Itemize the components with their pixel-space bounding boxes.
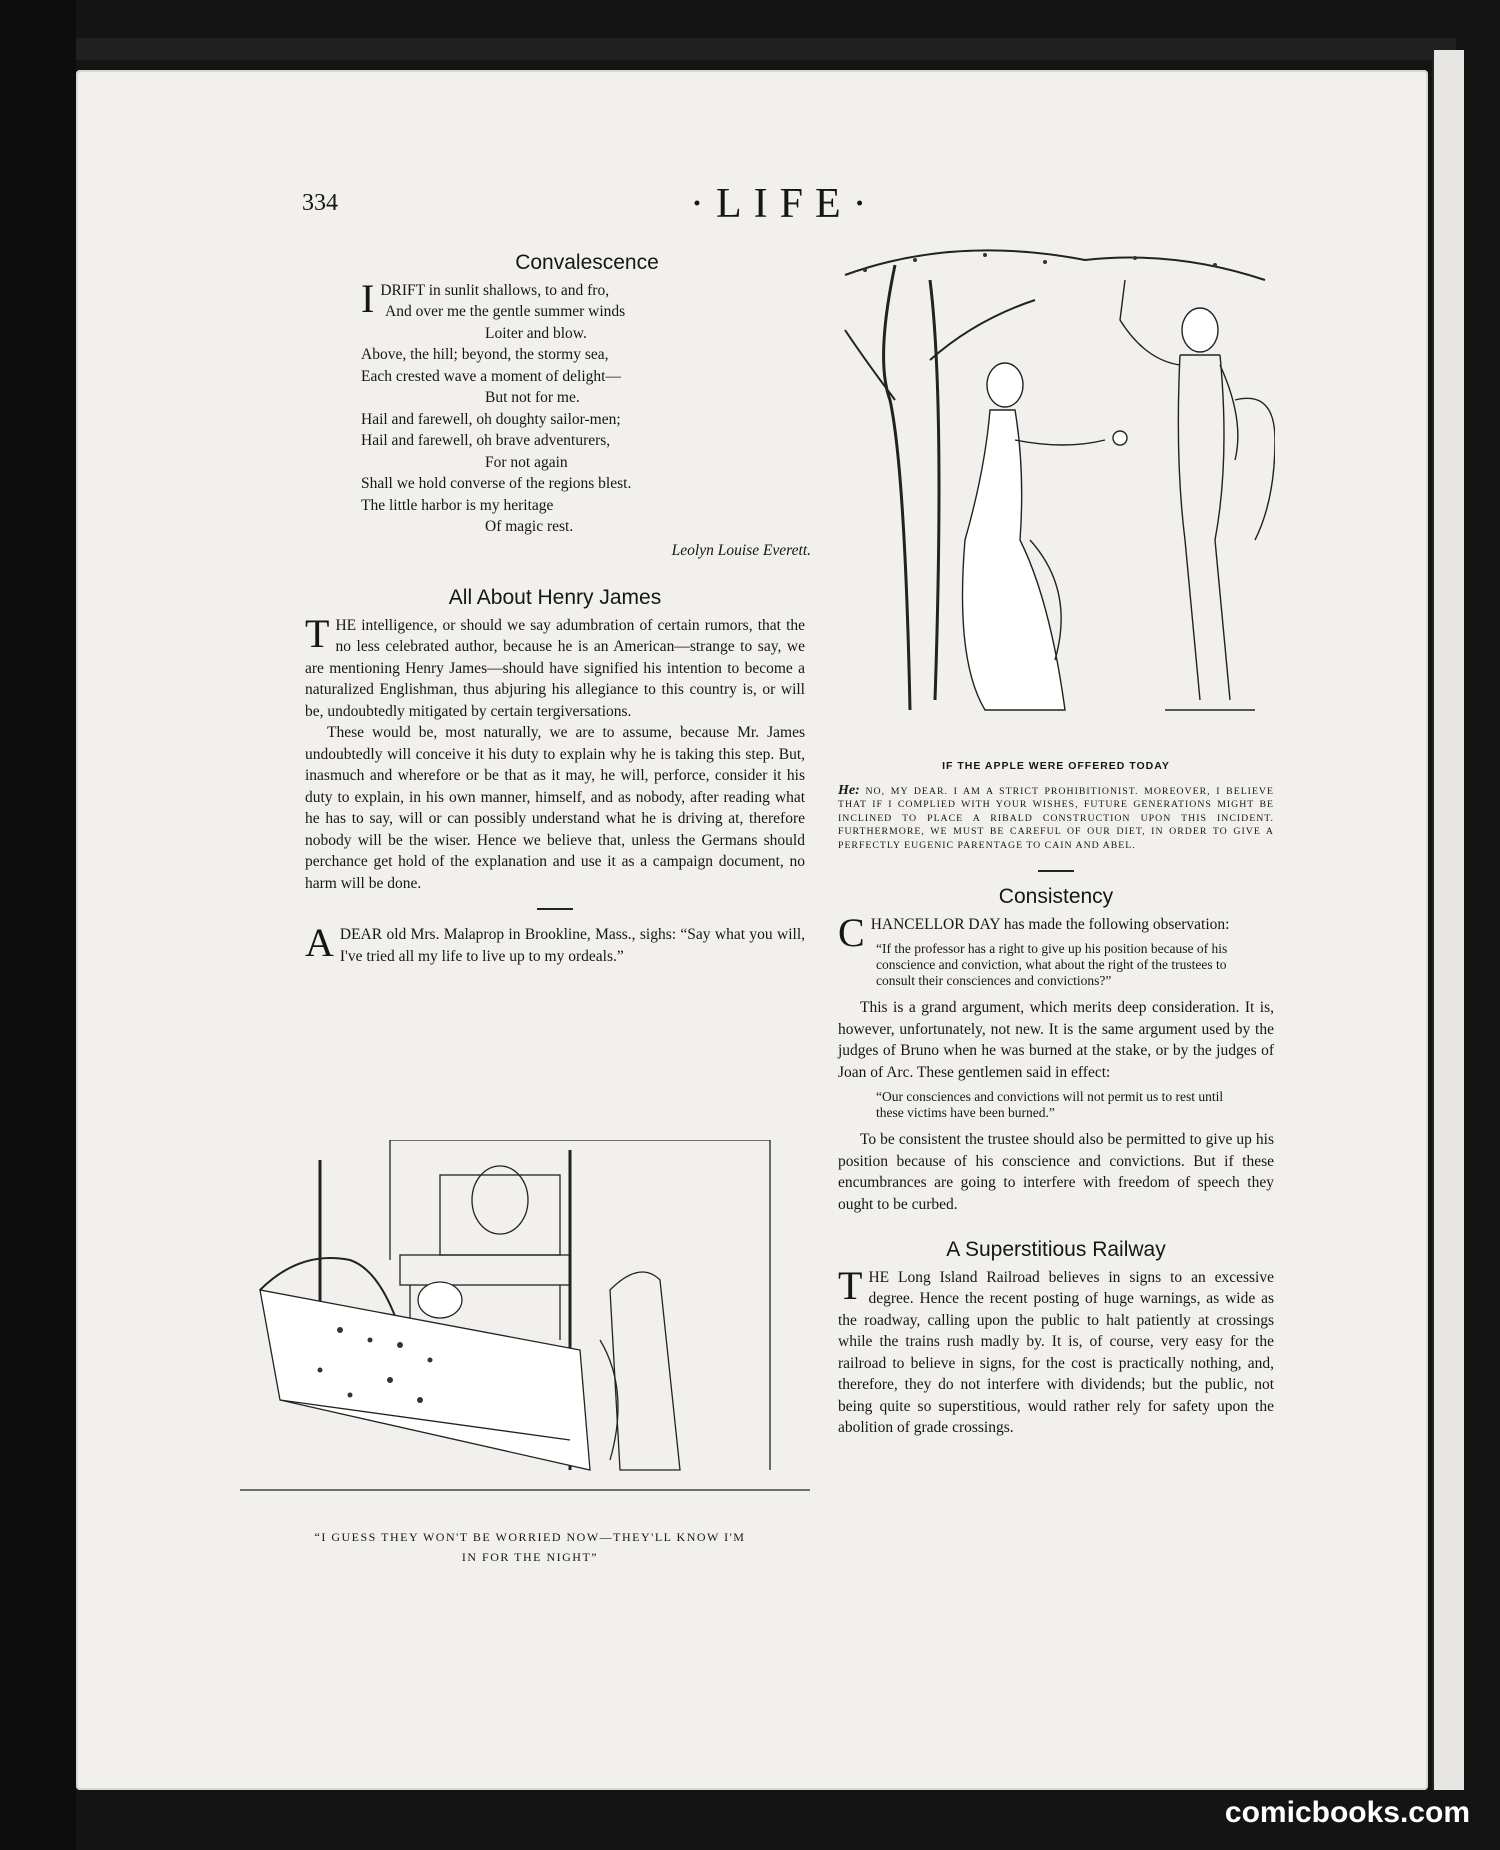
scan-border-left xyxy=(0,0,76,1850)
poem-line: Hail and farewell, oh doughty sailor-men; xyxy=(361,410,621,428)
apple-dialog xyxy=(838,784,1274,853)
speaker-label: He: xyxy=(838,782,860,798)
apple-cartoon xyxy=(835,240,1275,740)
poem-line: Loiter and blow. xyxy=(485,324,587,342)
article-title: A Superstitious Railway xyxy=(946,1238,1166,1261)
paragraph-text: HE intelligence, or should we say adumbration of certain rumors, that the no less celebrated author, because he is an American—strange to say, we are mentioning Henry James—should have signified his intention to become a naturalized Englishman, thus abjuring his allegiance to this country is, or will be, undoubtedly mitigated by certain tergiversations. xyxy=(305,616,805,720)
bedroom-caption xyxy=(260,1527,800,1567)
watermark: comicbooks.com xyxy=(1224,1796,1470,1829)
bedroom-illustration xyxy=(240,1140,810,1510)
caption-line: IN FOR THE NIGHT” xyxy=(461,1550,599,1564)
railway-article xyxy=(838,1239,1274,1439)
poem-line: Above, the hill; beyond, the stormy sea, xyxy=(361,346,609,363)
poem-line: Of magic rest. xyxy=(485,518,574,535)
scan-border-top xyxy=(76,38,1456,60)
note-text: DEAR old Mrs. Malaprop in Brookline, Mass., sighs: “Say what you will, I've tried all my life to live up to my ordeals.” xyxy=(339,926,805,965)
left-column xyxy=(305,251,811,967)
apple-illustration xyxy=(835,240,1275,740)
poem-line: The little harbor is my heritage xyxy=(361,496,554,514)
paragraph-text: HE Long Island Railroad believes in signs to an excessive degree. Hence the recent posting of huge warnings, as wide as the roadway, calling upon the public to halt patiently at crossings while the trains rush madly by. It is, of course, very easy for the railroad to believe in signs, for the cost is practically nothing, and, therefore, they do not interfere with dividends; but the public, not being quite so superstitious, would rather rely for safety upon the abolition of grade crossings. xyxy=(838,1268,1274,1436)
drop-cap: C xyxy=(838,909,865,955)
poem-title: Convalescence xyxy=(515,251,659,274)
page-header xyxy=(0,182,1500,232)
masthead: ·LIFE· xyxy=(690,181,879,227)
paragraph-text: HANCELLOR DAY has made the following observation: xyxy=(870,915,1230,933)
block-quote: “If the professor has a right to give up his position because of his conscience and conviction, what about the right of the trustees to consult their consciences and convictions?” xyxy=(876,941,1228,988)
poem-line: And over me the gentle summer winds xyxy=(385,303,626,320)
divider xyxy=(537,908,573,910)
poem-body xyxy=(361,275,817,562)
page-number: 334 xyxy=(302,190,338,216)
dialog-text: NO, MY DEAR. I AM A STRICT PROHIBITIONIST. MOREOVER, I BELIEVE THAT IF I COMPLIED WITH YOUR WISHES, FUTURE GENERATIONS MIGHT BE INCLINED TO PLACE A RIBALD CONSTRUCTION UPON THIS INCIDENT. FURTHERMORE, WE MUST BE CAREFUL OF OUR DIET, IN ORDER TO GIVE A PERFECTLY EUGENIC PARENTAGE TO CAIN AND ABEL. xyxy=(838,785,1274,851)
poem-line: But not for me. xyxy=(485,389,580,406)
poem-author: Leolyn Louise Everett. xyxy=(671,541,811,559)
apple-caption-title: IF THE APPLE WERE OFFERED TODAY xyxy=(942,760,1170,772)
drop-cap: T xyxy=(305,610,330,656)
right-column xyxy=(838,756,1274,1439)
poem-line: DRIFT in sunlit shallows, to and fro, xyxy=(380,281,610,299)
consistency-article xyxy=(838,886,1274,1215)
article-paragraph xyxy=(305,610,805,723)
article-title: All About Henry James xyxy=(448,586,662,609)
drop-cap: A xyxy=(305,920,334,965)
adjacent-page-edge xyxy=(1432,50,1464,1790)
article-title: Consistency xyxy=(998,885,1114,908)
poem-line: Shall we hold converse of the regions blest. xyxy=(361,475,632,492)
article-paragraph: These would be, most naturally, we are to assume, because Mr. James undoubtedly will conceive it his duty to explain why he is taking this step. But, inasmuch and wherefore or be that as it may, he will, perforce, consider it his duty to explain, in his own manner, himself, and as nobody, after reading what he has to say, will or can possibly understand what he is driving at, therefore nobody will be the wiser. Hence we believe that, unless the Germans should perchance get hold of the explanation and use it as a campaign document, no harm will be done. xyxy=(305,724,805,892)
malaprop-note xyxy=(305,920,805,967)
bedroom-cartoon xyxy=(240,1140,810,1510)
poem-line: For not again xyxy=(485,453,568,471)
poem-line: Hail and farewell, oh brave adventurers, xyxy=(361,432,611,449)
henry-james-article xyxy=(305,587,805,894)
article-paragraph: This is a grand argument, which merits deep consideration. It is, however, unfortunately, not new. It is the same argument used by the judges of Bruno when he was burned at the stake, or by the judges of Joan of Arc. These gentlemen said in effect: xyxy=(838,999,1274,1081)
convalescence-poem xyxy=(357,252,817,561)
block-quote: “Our consciences and convictions will not permit us to rest until these victims have been burned.” xyxy=(876,1089,1224,1120)
drop-cap: I xyxy=(361,275,375,321)
caption-line: “I GUESS THEY WON'T BE WORRIED NOW—THEY'LL KNOW I'M xyxy=(314,1530,746,1544)
article-paragraph: To be consistent the trustee should also be permitted to give up his position because of his conscience and convictions. But if these encumbrances are going to interfere with freedom of speech they ought to be curbed. xyxy=(838,1131,1274,1213)
poem-line: Each crested wave a moment of delight— xyxy=(361,367,621,385)
drop-cap: T xyxy=(838,1262,863,1308)
divider xyxy=(1038,870,1074,872)
